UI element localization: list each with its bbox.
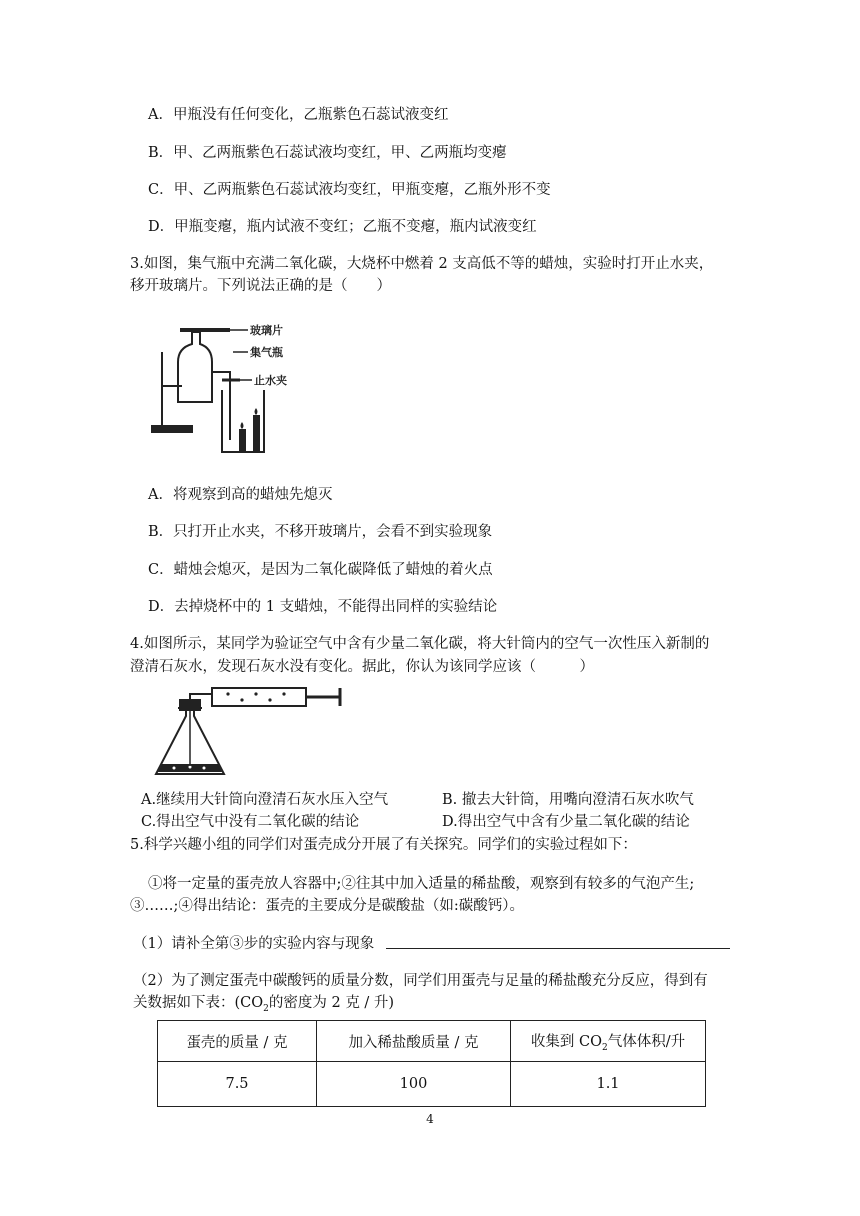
gas-bottle bbox=[178, 332, 212, 402]
q4-option-b: B. 撤去大针筒，用嘴向澄清石灰水吹气 bbox=[442, 792, 694, 808]
q5-sub2-line2: 关数据如下表：($CO_2$的密度为 2 克 / 升) bbox=[133, 995, 395, 1014]
candle-tall bbox=[254, 416, 259, 450]
q3-stem-line2: 移开玻璃片。下列说法正确的是（ ） bbox=[130, 278, 391, 294]
q4-syringe-flask-figure bbox=[140, 686, 350, 778]
q4-option-c: C.得出空气中没有二氧化碳的结论 bbox=[141, 814, 360, 830]
q5-stem: 5.科学兴趣小组的同学们对蛋壳成分开展了有关探究。同学们的实验过程如下： bbox=[130, 837, 637, 853]
q3-option-b: B．只打开止水夹，不移开玻璃片，会看不到实验现象 bbox=[148, 524, 493, 540]
page-number: 4 bbox=[426, 1112, 434, 1126]
q4-stem-line2: 澄清石灰水，发现石灰水没有变化。据此，你认为该同学应该（ ） bbox=[130, 659, 594, 675]
q3-option-c: C．蜡烛会熄灭，是因为二氧化碳降低了蜡烛的着火点 bbox=[148, 562, 493, 578]
table-cell: 1.1 bbox=[511, 1062, 706, 1107]
q2-option-b: B．甲、乙两瓶紫色石蕊试液均变红，甲、乙两瓶均变瘪 bbox=[148, 145, 507, 161]
q3-option-d: D．去掉烧杯中的 1 支蜡烛，不能得出同样的实验结论 bbox=[148, 599, 498, 615]
table-header-cell: 加入稀盐酸质量 / 克 bbox=[317, 1021, 511, 1062]
q2-option-c: C．甲、乙两瓶紫色石蕊试液均变红，甲瓶变瘪，乙瓶外形不变 bbox=[148, 182, 551, 198]
q5-sub2-line1: （2）为了测定蛋壳中碳酸钙的质量分数，同学们用蛋壳与足量的稀盐酸充分反应，得到有 bbox=[133, 973, 708, 989]
q4-option-a: A.继续用大针筒向澄清石灰水压入空气 bbox=[141, 792, 389, 808]
candle-short bbox=[240, 430, 245, 450]
table-header-cell: 收集到 $CO_2$气体体积/升 bbox=[511, 1021, 706, 1062]
label-stop-clamp: 止水夹 bbox=[254, 374, 287, 387]
syringe-barrel bbox=[212, 688, 306, 706]
q5-sub1: （1）请补全第③步的实验内容与现象 bbox=[133, 936, 375, 952]
q3-apparatus-figure bbox=[148, 318, 318, 458]
label-glass-plate: 玻璃片 bbox=[250, 324, 283, 337]
label-gas-bottle: 集气瓶 bbox=[250, 346, 283, 359]
table-header-row bbox=[158, 1021, 706, 1062]
q3-stem-line1: 3.如图，集气瓶中充满二氧化碳，大烧杯中燃着 2 支高低不等的蜡烛，实验时打开止水夹， bbox=[130, 256, 714, 272]
table-cell: 7.5 bbox=[158, 1062, 317, 1107]
q3-option-a: A．将观察到高的蜡烛先熄灭 bbox=[148, 487, 333, 503]
stand-base bbox=[152, 426, 192, 432]
table-header-cell: 蛋壳的质量 / 克 bbox=[158, 1021, 317, 1062]
q4-stem-line1: 4.如图所示，某同学为验证空气中含有少量二氧化碳，将大针筒内的空气一次性压入新制的 bbox=[130, 636, 710, 652]
table-row bbox=[158, 1062, 706, 1107]
flask-stopper bbox=[180, 700, 200, 710]
q5-steps-line1: ①将一定量的蛋壳放人容器中;②往其中加入适量的稀盐酸，观察到有较多的气泡产生; bbox=[148, 876, 695, 892]
q4-option-d: D.得出空气中含有少量二氧化碳的结论 bbox=[442, 814, 690, 830]
q5-steps-line2: ③……;④得出结论：蛋壳的主要成分是碳酸盐（如:碳酸钙）。 bbox=[130, 898, 525, 914]
q5-answer-blank bbox=[386, 948, 730, 949]
table-cell: 100 bbox=[317, 1062, 511, 1107]
q5-data-table bbox=[157, 1020, 706, 1107]
q2-option-d: D．甲瓶变瘪，瓶内试液不变红；乙瓶不变瘪，瓶内试液变红 bbox=[148, 219, 537, 235]
q2-option-a: A．甲瓶没有任何变化，乙瓶紫色石蕊试液变红 bbox=[148, 107, 449, 123]
